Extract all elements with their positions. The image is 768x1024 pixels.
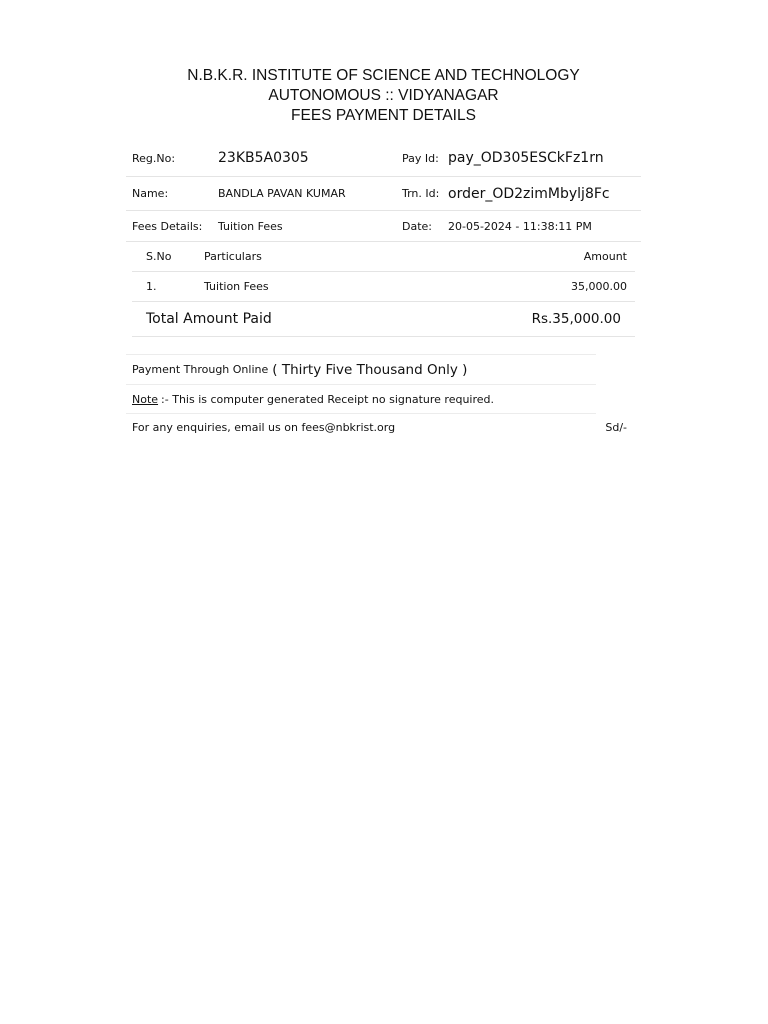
fees-date-row xyxy=(126,211,641,242)
name-trnid-row xyxy=(126,177,641,211)
note-label: Note xyxy=(132,392,159,406)
receipt-title: FEES PAYMENT DETAILS xyxy=(291,107,476,124)
table-header-row xyxy=(132,242,635,272)
amount-in-words: ( Thirty Five Thousand Only ) xyxy=(272,361,468,378)
fees-details-value: Tuition Fees xyxy=(218,219,283,233)
trn-id-value: order_OD2zimMbylj8Fc xyxy=(448,185,610,202)
signature-text: Sd/- xyxy=(605,420,627,434)
trn-id-label: Trn. Id: xyxy=(402,187,440,200)
date-label: Date: xyxy=(402,219,432,233)
note-text: :- This is computer generated Receipt no signature required. xyxy=(161,392,495,406)
sno-header: S.No xyxy=(146,250,172,263)
receipt-header xyxy=(126,66,641,126)
payment-through-label: Payment Through Online xyxy=(132,363,269,376)
reg-no-label: Reg.No: xyxy=(132,151,176,165)
institute-name: N.B.K.R. INSTITUTE OF SCIENCE AND TECHNOLOGY xyxy=(187,67,580,84)
name-label: Name: xyxy=(132,187,169,200)
fees-details-label: Fees Details: xyxy=(132,219,203,233)
pay-id-label: Pay Id: xyxy=(402,151,439,165)
enquiry-text: For any enquiries, email us on fees@nbkrist.org xyxy=(132,420,396,434)
pay-id-value: pay_OD305ESCkFz1rn xyxy=(448,150,604,166)
row-amount: 35,000.00 xyxy=(571,280,627,293)
table-row xyxy=(132,272,635,302)
amount-header: Amount xyxy=(583,250,627,263)
total-value: Rs.35,000.00 xyxy=(531,311,621,327)
fee-receipt xyxy=(126,66,641,440)
particulars-header: Particulars xyxy=(204,250,262,263)
note-row xyxy=(126,385,596,414)
divider xyxy=(126,337,596,355)
institute-location: AUTONOMOUS :: VIDYANAGAR xyxy=(268,87,499,104)
reg-payid-row xyxy=(126,140,641,177)
row-particulars: Tuition Fees xyxy=(204,280,269,293)
footer-row xyxy=(126,414,641,440)
particulars-table xyxy=(132,242,635,302)
payment-mode-row xyxy=(126,355,596,385)
name-value: BANDLA PAVAN KUMAR xyxy=(218,187,346,200)
date-value: 20-05-2024 - 11:38:11 PM xyxy=(448,219,592,233)
reg-no-value: 23KB5A0305 xyxy=(218,150,309,166)
total-label: Total Amount Paid xyxy=(146,311,272,327)
row-sno: 1. xyxy=(146,280,157,293)
total-row xyxy=(132,302,635,337)
